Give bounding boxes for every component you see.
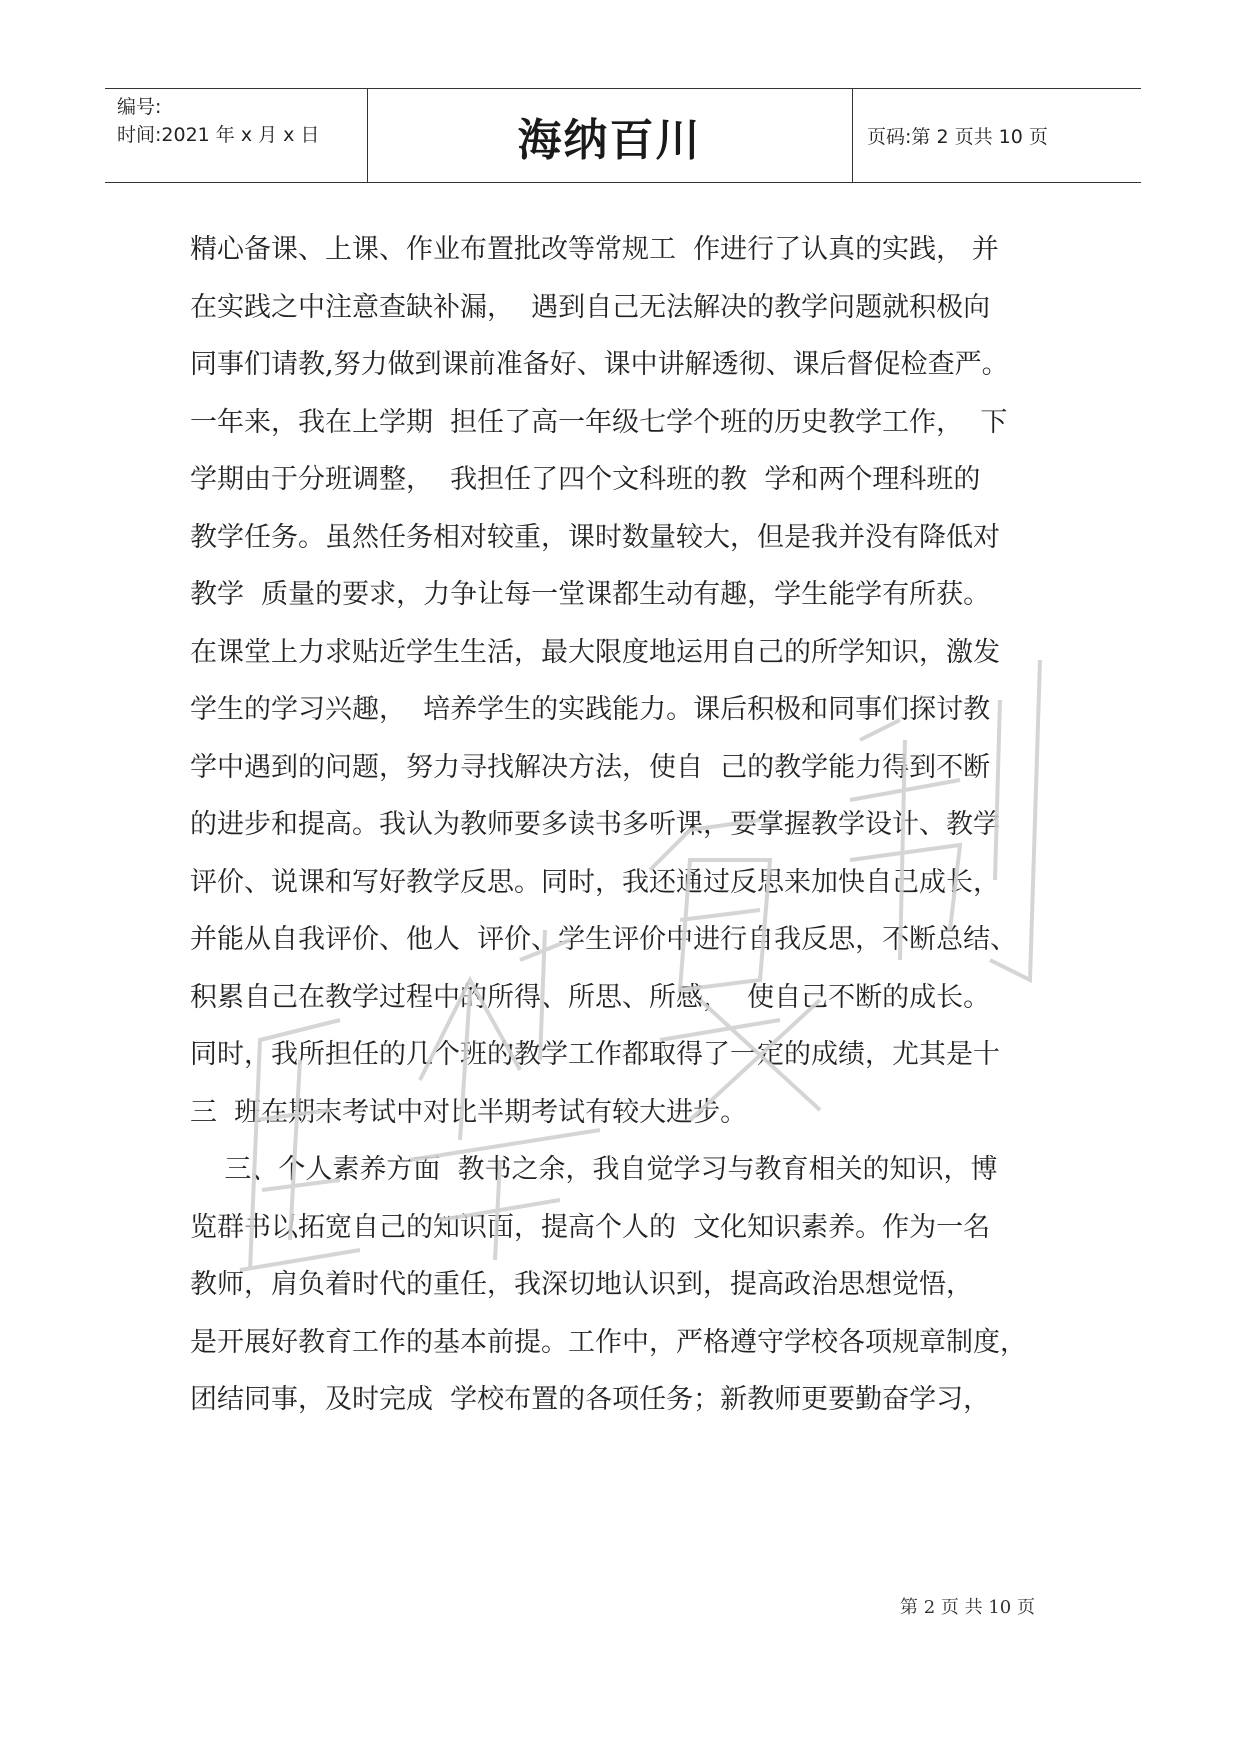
body-line: 一年来，我在上学期 担任了高一年级七学个班的历史教学工作， 下 xyxy=(190,406,1008,438)
page-footer: 第 2 页 共 10 页 xyxy=(900,1597,1035,1618)
watermark-text: 严禁复制 xyxy=(0,0,4,1)
document-body xyxy=(190,221,1070,1429)
body-line: 三 班在期末考试中对比半期考试有较大进步。 xyxy=(190,1096,748,1128)
body-line: 积累自己在教学过程中的所得、所思、所感， 使自己不断的成长。 xyxy=(190,981,991,1013)
document-header xyxy=(105,88,1141,183)
body-line: 学中遇到的问题，努力寻找解决方法，使自 己的教学能力得到不断 xyxy=(190,751,991,783)
header-title: 海纳百川 xyxy=(517,114,702,166)
body-line: 在课堂上力求贴近学生生活，最大限度地运用自己的所学知识，激发 xyxy=(190,636,1000,668)
body-line: 同时，我所担任的几个班的教学工作都取得了一定的成绩，尤其是十 xyxy=(190,1039,1000,1070)
document-time-label: 时间:2021 年 x 月 x 日 xyxy=(117,124,320,146)
body-line: 的进步和提高。我认为教师要多读书多听课，要掌握教学设计、教学 xyxy=(190,809,1000,840)
body-line: 同事们请教,努力做到课前准备好、课中讲解透彻、课后督促检查严。 xyxy=(190,349,1009,380)
body-line: 是开展好教育工作的基本前提。工作中，严格遵守学校各项规章制度， xyxy=(190,1326,1027,1358)
header-page-label: 页码:第 2 页共 10 页 xyxy=(867,126,1048,148)
header-meta xyxy=(117,93,319,149)
body-line: 学期由于分班调整， 我担任了四个文科班的教 学和两个理科班的 xyxy=(190,464,981,495)
body-line: 并能从自我评价、他人 评价、学生评价中进行自我反思，不断总结、 xyxy=(190,924,1018,955)
body-line: 学生的学习兴趣， 培养学生的实践能力。课后积极和同事们探讨教 xyxy=(190,694,991,725)
body-line: 精心备课、上课、作业布置批改等常规工 作进行了认真的实践， 并 xyxy=(190,234,999,265)
body-line: 在实践之中注意查缺补漏， 遇到自己无法解决的教学问题就积极向 xyxy=(190,291,991,323)
body-line: 团结同事，及时完成 学校布置的各项任务；新教师更要勤奋学习， xyxy=(190,1384,991,1415)
body-line: 览群书以拓宽自己的知识面，提高个人的 文化知识素养。作为一名 xyxy=(190,1211,991,1243)
body-line: 评价、说课和写好教学反思。同时，我还通过反思来加快自己成长， xyxy=(190,866,1000,898)
body-line: 教学任务。虽然任务相对较重，课时数量较大，但是我并没有降低对 xyxy=(190,521,1000,553)
body-line: 教学 质量的要求，力争让每一堂课都生动有趣，学生能学有所获。 xyxy=(190,579,991,610)
body-line: 三、个人素养方面 教书之余，我自觉学习与教育相关的知识，博 xyxy=(190,1154,998,1185)
header-divider-right xyxy=(852,89,853,182)
document-number-label: 编号: xyxy=(117,96,162,118)
body-line: 教师，肩负着时代的重任，我深切地认识到，提高政治思想觉悟， xyxy=(190,1269,973,1300)
